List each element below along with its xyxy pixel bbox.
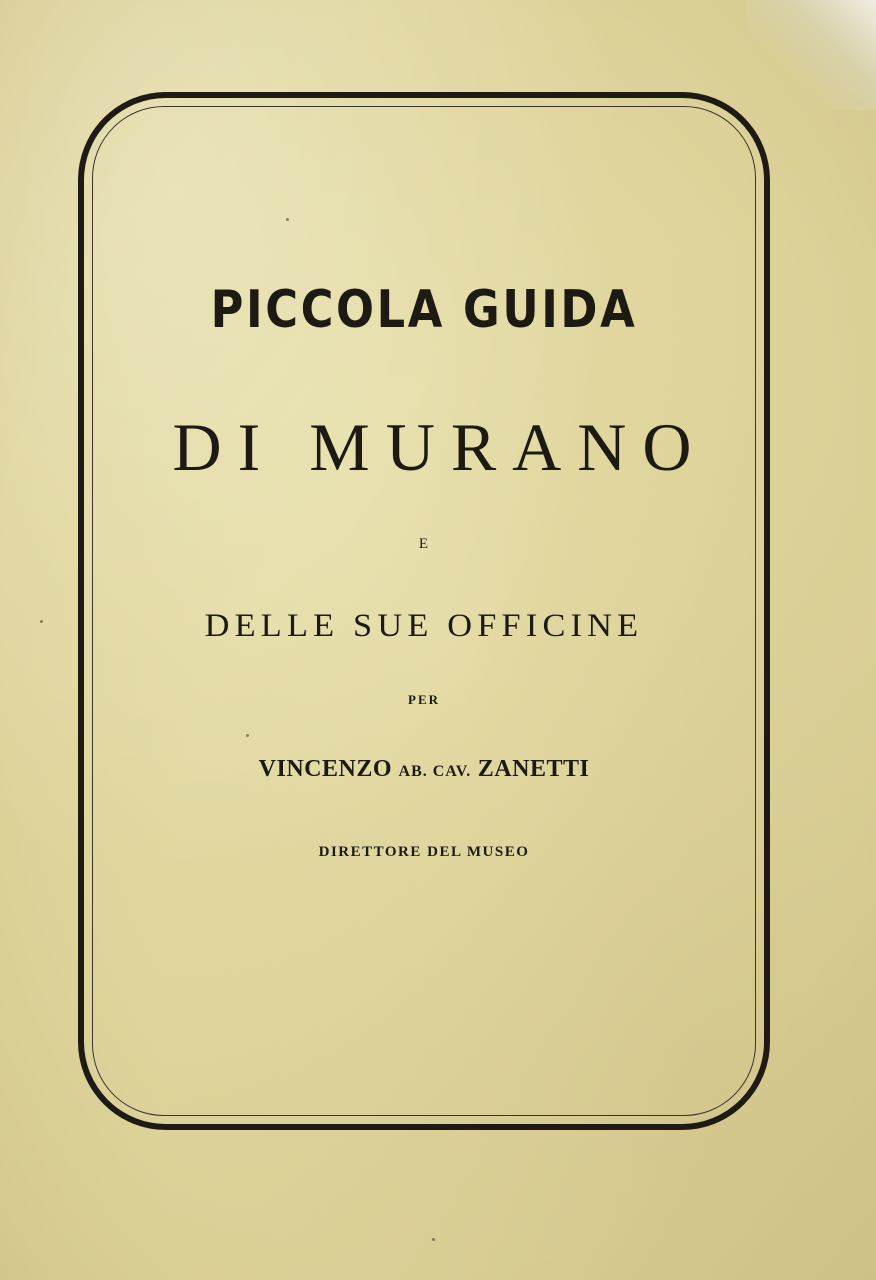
- subtitle: DELLE SUE OFFICINE: [204, 608, 644, 644]
- title-line-1: PICCOLA GUIDA: [210, 280, 638, 340]
- author-name: [92, 756, 756, 783]
- paper-speck: [246, 734, 249, 737]
- author-surname: ZANETTI: [477, 756, 590, 782]
- author-honorifics: AB. CAV.: [398, 763, 472, 780]
- paper-speck: [286, 218, 289, 221]
- title-line-2: DI MURANO: [172, 409, 708, 485]
- paper-speck: [432, 1238, 435, 1241]
- by-label: PER: [408, 692, 440, 707]
- paper-speck: [40, 620, 43, 623]
- conjunction: E: [418, 536, 430, 552]
- author-first-name: VINCENZO: [258, 756, 393, 782]
- author-role: DIRETTORE DEL MUSEO: [318, 844, 530, 860]
- page-corner: [746, 0, 876, 110]
